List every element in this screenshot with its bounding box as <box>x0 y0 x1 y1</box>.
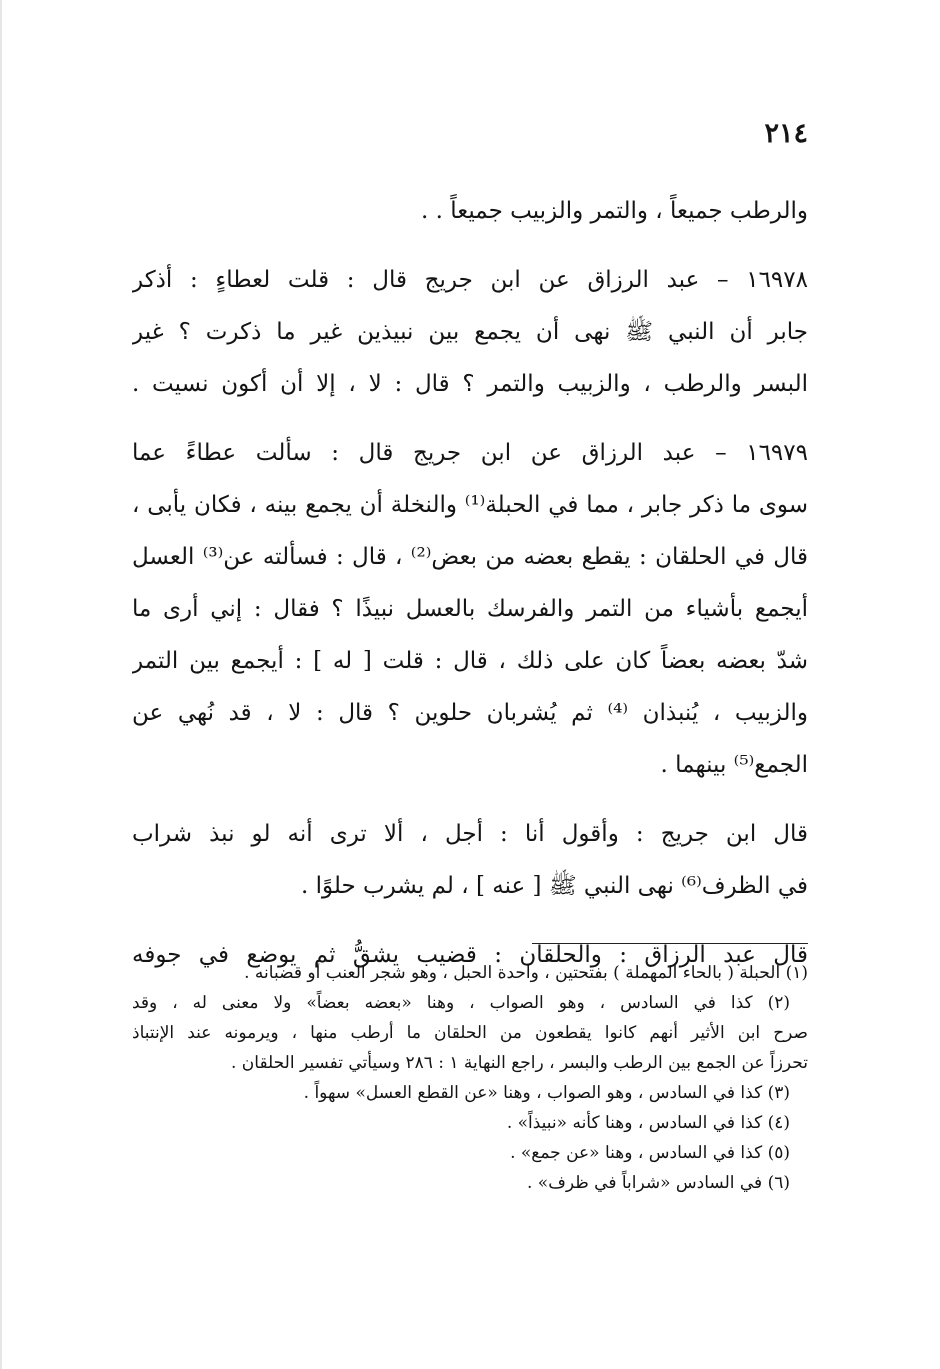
footnote: (٣) كذا في السادس ، وهو الصواب ، وهنا «عن القطع العسل» سهواً . <box>303 1083 790 1103</box>
text-line: والرطب جميعاً ، والتمر والزبيب جميعاً . . <box>421 198 808 224</box>
text-line: والزبيب ، يُنبذان ⁽⁴⁾ ثم يُشربان حلوين ؟ قال : لا ، قد نُهي عن <box>132 700 808 726</box>
text-line: أيجمع بأشياء من التمر والفرسك بالعسل نبيذًا ؟ فقال : إني أرى ما <box>132 596 808 622</box>
footnote-continuation: صرح ابن الأثير أنهم كانوا يقطعون من الحلقان ما أرطب منها ، ويرمونه عند الإنتباذ <box>132 1023 808 1043</box>
text-line: قال في الحلقان : يقطع بعضه من بعض⁽²⁾ ، قال : فسألته عن⁽³⁾ العسل <box>132 544 808 570</box>
text-line: شدّ بعضه بعضاً كان على ذلك ، قال : قلت [ له ] : أيجمع بين التمر <box>132 648 808 674</box>
main-text <box>132 185 808 981</box>
footnote: (٢) كذا في السادس ، وهو الصواب ، وهنا «بعضه بعضاً» ولا معنى له ، وقد <box>132 993 790 1013</box>
page-number: ٢١٤ <box>764 118 808 149</box>
text-line: في الظرف⁽⁶⁾ نهى النبي ﷺ [ عنه ] ، لم يشرب حلوًا . <box>300 873 808 899</box>
scan-edge <box>0 0 2 1369</box>
text-line: قال عبد الرزاق : والحلقان : قضيب يشقُّ ثم يوضع في جوفه <box>132 942 808 968</box>
footnote-continuation: تحرزاً عن الجمع بين الرطب والبسر ، راجع النهاية ١ : ٢٨٦ وسيأتي تفسير الحلقان . <box>230 1053 808 1073</box>
text-line: الجمع⁽⁵⁾ بينهما . <box>660 752 808 778</box>
footnote-separator <box>532 943 808 944</box>
footnote: (٤) كذا في السادس ، وهنا كأنه «نبيذاً» . <box>506 1113 790 1133</box>
footnote: (٦) في السادس «شراباً في ظرف» . <box>527 1173 790 1193</box>
text-line: ١٦٩٧٩ – عبد الرزاق عن ابن جريج قال : سألت عطاءً عما <box>132 440 808 466</box>
footnote: (١) الحبلة ( بالحاء المهملة ) بفتحتين ، واحدة الحبل ، وهو شجر العنب أو قضبانه . <box>244 963 808 983</box>
text-line: سوى ما ذكر جابر ، مما في الحبلة⁽¹⁾ والنخلة أن يجمع بينه ، فكان يأبى ، <box>132 492 808 518</box>
footnotes <box>132 958 808 1198</box>
footnote: (٥) كذا في السادس ، وهنا «عن جمع» . <box>510 1143 790 1163</box>
text-line: ١٦٩٧٨ – عبد الرزاق عن ابن جريج قال : قلت لعطاءٍ : أذكر <box>132 267 808 293</box>
text-line: جابر أن النبي ﷺ نهى أن يجمع بين نبيذين غير ما ذكرت ؟ غير <box>132 319 808 345</box>
text-line: البسر والرطب ، والزبيب والتمر ؟ قال : لا ، إلا أن أكون نسيت . <box>132 371 808 397</box>
text-line: قال ابن جريج : وأقول أنا : أجل ، ألا ترى أنه لو نبذ شراب <box>132 821 808 847</box>
